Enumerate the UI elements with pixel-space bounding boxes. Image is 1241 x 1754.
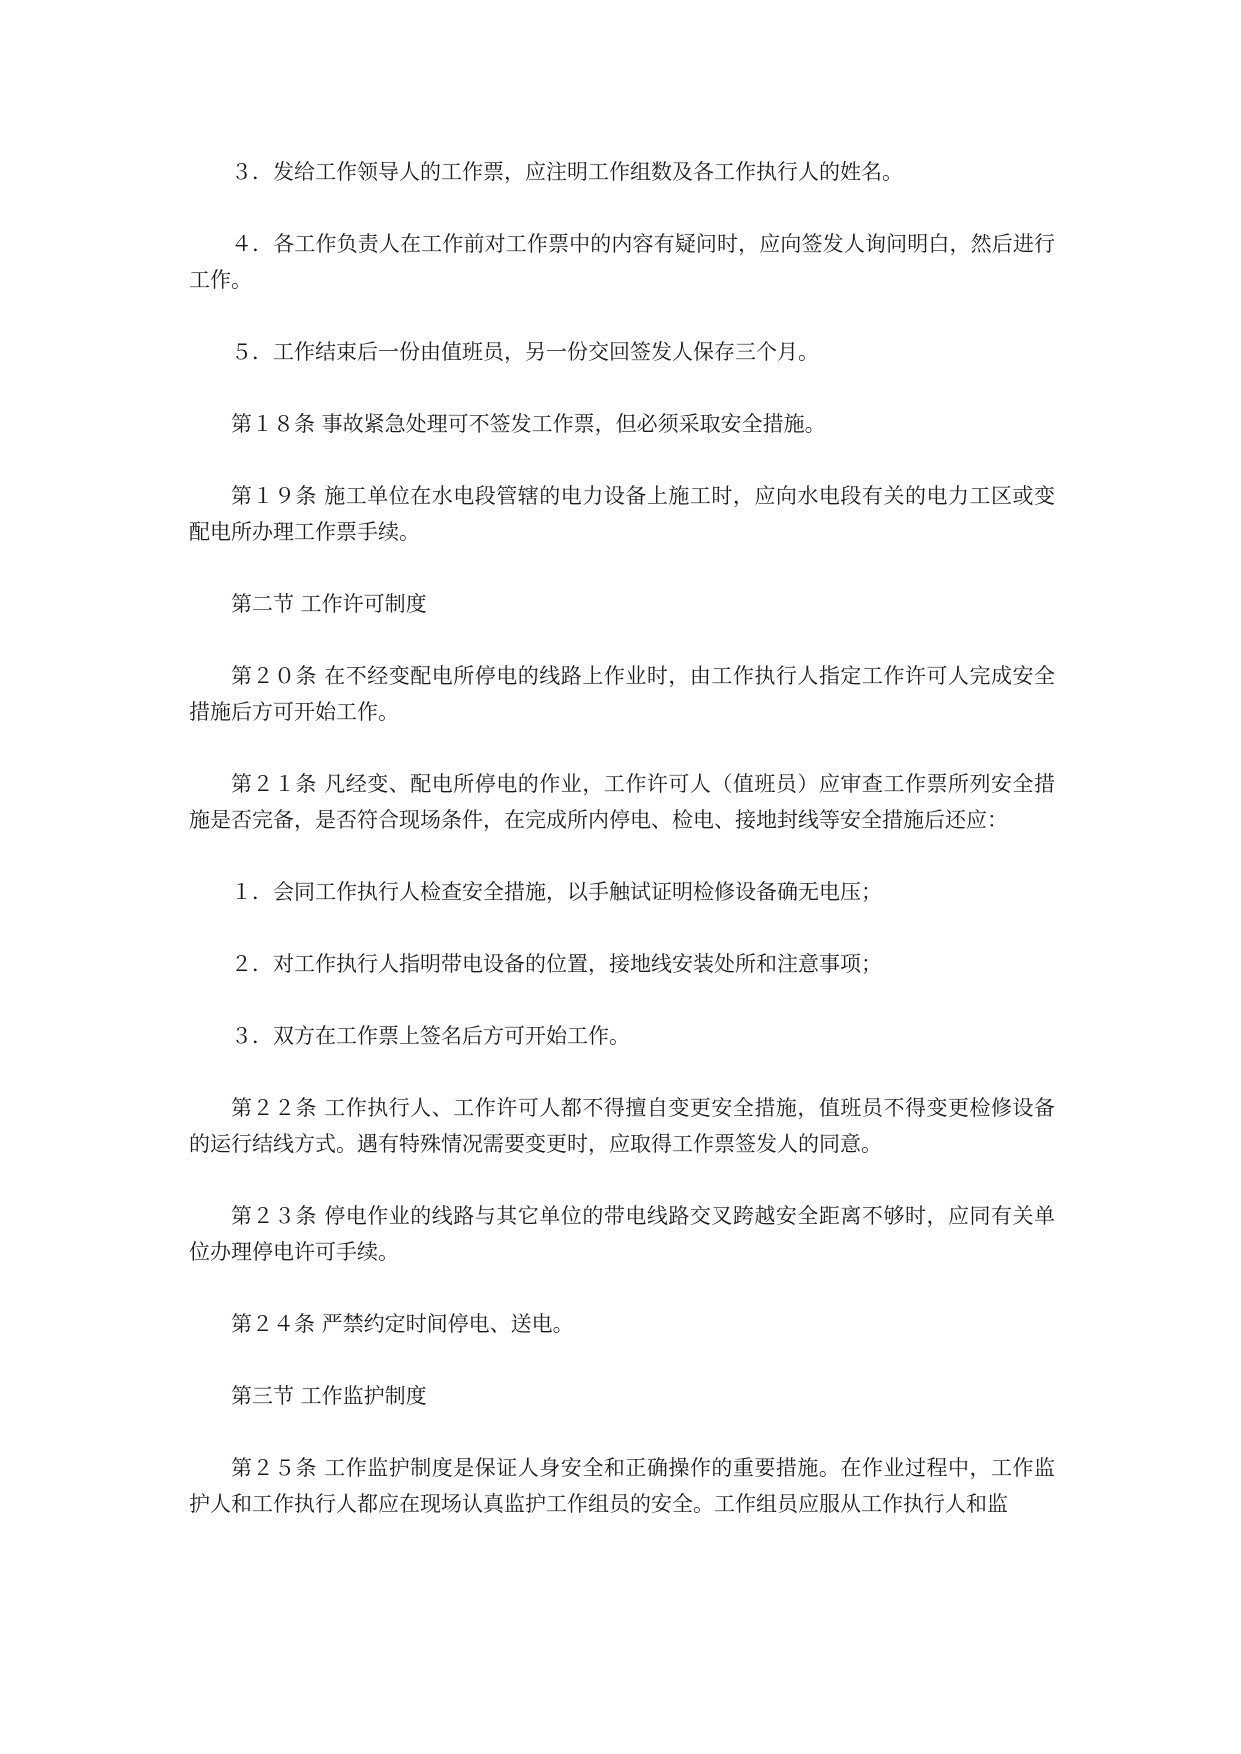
article-21-item-2: ２．对工作执行人指明带电设备的位置，接地线安装处所和注意事项； — [231, 952, 882, 976]
item-5-ticket-retention: ５．工作结束后一份由值班员，另一份交回签发人保存三个月。 — [231, 340, 819, 364]
article-22: 第２２条 工作执行人、工作许可人都不得擅自变更安全措施，值班员不得变更检修设备的运行结线方式。遇有特殊情况需要变更时，应取得工作票签发人的同意。 — [189, 1096, 1055, 1156]
article-21-item-1: １．会同工作执行人检查安全措施，以手触试证明检修设备确无电压； — [231, 880, 882, 904]
item-3-issue-work-ticket: ３．发给工作领导人的工作票，应注明工作组数及各工作执行人的姓名。 — [231, 160, 903, 184]
section-2-heading: 第二节 工作许可制度 — [231, 592, 427, 616]
item-4-responsible-person-queries: ４．各工作负责人在工作前对工作票中的内容有疑问时，应向签发人询问明白，然后进行工作。 — [189, 232, 1055, 292]
article-18: 第１８条 事故紧急处理可不签发工作票，但必须采取安全措施。 — [231, 412, 826, 436]
article-21: 第２１条 凡经变、配电所停电的作业，工作许可人（值班员）应审查工作票所列安全措施是否完备，是否符合现场条件，在完成所内停电、检电、接地封线等安全措施后还应： — [189, 772, 1055, 832]
article-19: 第１９条 施工单位在水电段管辖的电力设备上施工时，应向水电段有关的电力工区或变配电所办理工作票手续。 — [189, 484, 1055, 544]
section-3-heading: 第三节 工作监护制度 — [231, 1384, 427, 1408]
article-25: 第２５条 工作监护制度是保证人身安全和正确操作的重要措施。在作业过程中，工作监护人和工作执行人都应在现场认真监护工作组员的安全。工作组员应服从工作执行人和监 — [189, 1456, 1055, 1516]
article-21-item-3: ３．双方在工作票上签名后方可开始工作。 — [231, 1024, 630, 1048]
article-24: 第２４条 严禁约定时间停电、送电。 — [231, 1312, 574, 1336]
article-23: 第２３条 停电作业的线路与其它单位的带电线路交叉跨越安全距离不够时，应同有关单位办理停电许可手续。 — [189, 1204, 1055, 1264]
document-body — [189, 154, 1055, 1558]
article-20: 第２０条 在不经变配电所停电的线路上作业时，由工作执行人指定工作许可人完成安全措施后方可开始工作。 — [189, 664, 1055, 724]
